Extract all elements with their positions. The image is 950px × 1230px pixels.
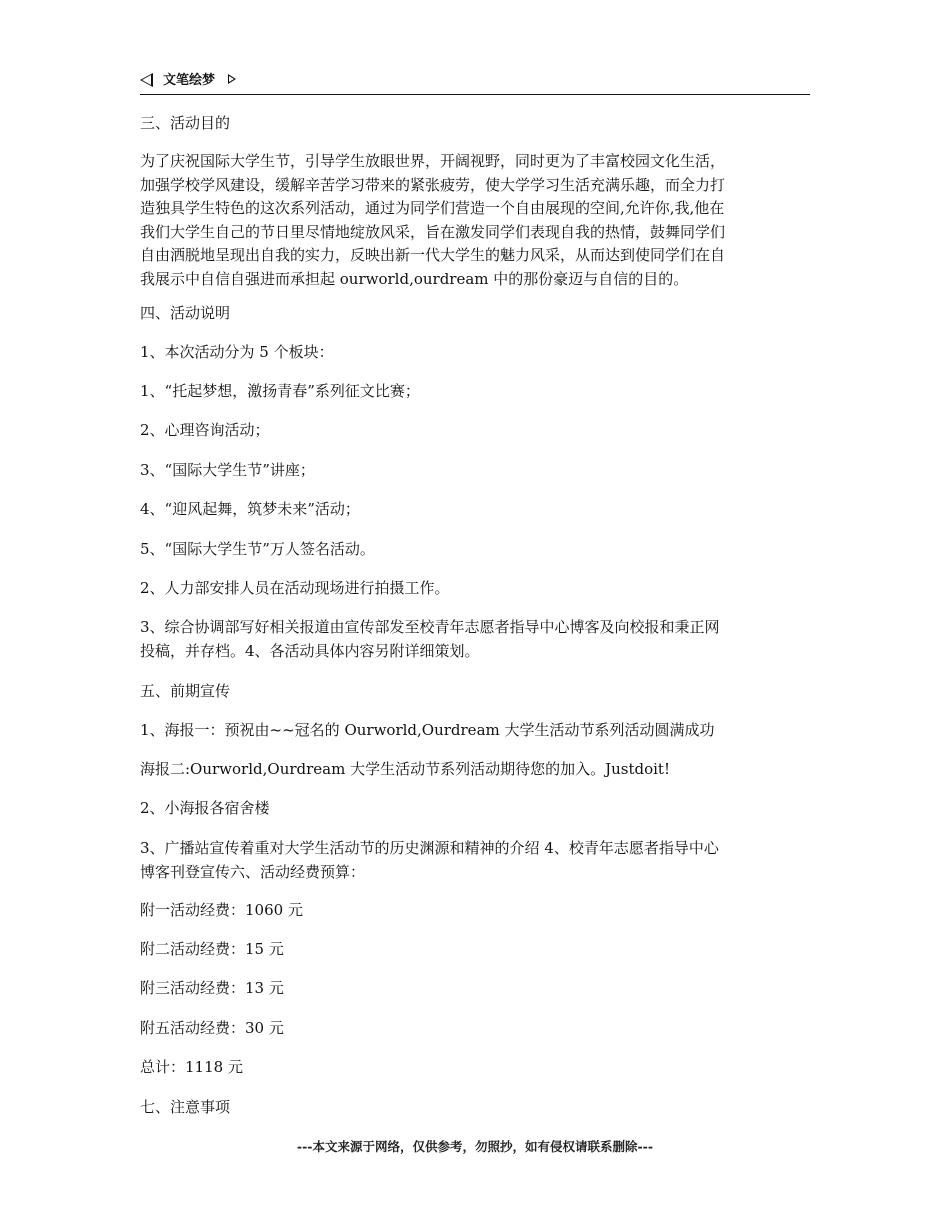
list-item bbox=[140, 837, 810, 884]
list-item: 1、本次活动分为 5 个板块： bbox=[140, 343, 334, 361]
paragraph-line: 为了庆祝国际大学生节，引导学生放眼世界，开阔视野，同时更为了丰富校园文化生活， bbox=[140, 152, 726, 170]
section-5-heading: 五、前期宣传 bbox=[140, 682, 231, 700]
list-item: 2、人力部安排人员在活动现场进行拍摄工作。 bbox=[140, 579, 450, 597]
paragraph-line: 自由洒脱地呈现出自我的实力，反映出新一代大学生的魅力风采，从而达到使同学们在自 bbox=[140, 246, 726, 264]
paragraph-line: 我们大学生自己的节日里尽情地绽放风采，旨在激发同学们表现自我的热情，鼓舞同学们 bbox=[140, 222, 726, 241]
paragraph-line: 加强学校学风建设，缓解辛苦学习带来的紧张疲劳，使大学学习生活充满乐趣，而全力打 bbox=[140, 175, 726, 194]
source-notice: ---本文来源于网络，仅供参考，勿照抄，如有侵权请联系删除--- bbox=[296, 1139, 654, 1154]
list-item: 5、“国际大学生节”万人签名活动。 bbox=[140, 540, 375, 558]
paragraph-line: 我展示中自信自强进而承担起 ourworld,ourdream 中的那份豪迈与自信的目的。 bbox=[140, 269, 689, 288]
budget-item: 附二活动经费：15 元 bbox=[140, 940, 284, 958]
budget-item: 附一活动经费：1060 元 bbox=[140, 901, 303, 919]
list-item: 2、小海报各宿舍楼 bbox=[140, 799, 270, 817]
section-4-heading: 四、活动说明 bbox=[140, 304, 231, 322]
header-brand: 文笔绘梦 bbox=[163, 73, 216, 88]
list-item: 1、“托起梦想，激扬青春”系列征文比赛； bbox=[140, 382, 420, 400]
list-item: 1、海报一：预祝由~~冠名的 Ourworld,Ourdream 大学生活动节系列活动圆满成功 bbox=[140, 721, 715, 739]
paragraph-line: 投稿，并存档。4、各活动具体内容另附详细策划。 bbox=[140, 641, 480, 660]
list-item: 海报二:Ourworld,Ourdream 大学生活动节系列活动期待您的加入。Justdoit! bbox=[140, 760, 670, 778]
list-item bbox=[140, 616, 810, 663]
triangle-left-icon bbox=[140, 73, 153, 87]
section-7-heading: 七、注意事项 bbox=[140, 1098, 231, 1116]
page-header bbox=[140, 70, 810, 95]
budget-total: 总计：1118 元 bbox=[140, 1058, 243, 1076]
list-item: 2、心理咨询活动； bbox=[140, 421, 270, 439]
triangle-right-icon bbox=[228, 74, 236, 84]
budget-item: 附三活动经费：13 元 bbox=[140, 979, 284, 997]
section-3-heading: 三、活动目的 bbox=[140, 114, 231, 132]
list-item: 4、“迎风起舞，筑梦未来”活动； bbox=[140, 500, 360, 518]
paragraph-line: 3、广播站宣传着重对大学生活动节的历史渊源和精神的介绍 4、校青年志愿者指导中心 bbox=[140, 839, 719, 857]
list-item: 3、“国际大学生节”讲座； bbox=[140, 461, 315, 479]
paragraph-line: 3、综合协调部写好相关报道由宣传部发至校青年志愿者指导中心博客及向校报和秉正网 bbox=[140, 618, 720, 636]
section-3-paragraph bbox=[140, 150, 810, 291]
budget-item: 附五活动经费：30 元 bbox=[140, 1019, 284, 1037]
paragraph-line: 造独具学生特色的这次系列活动，通过为同学们营造一个自由展现的空间,允许你,我,他在 bbox=[140, 199, 725, 217]
paragraph-line: 博客刊登宣传六、活动经费预算： bbox=[140, 862, 366, 881]
